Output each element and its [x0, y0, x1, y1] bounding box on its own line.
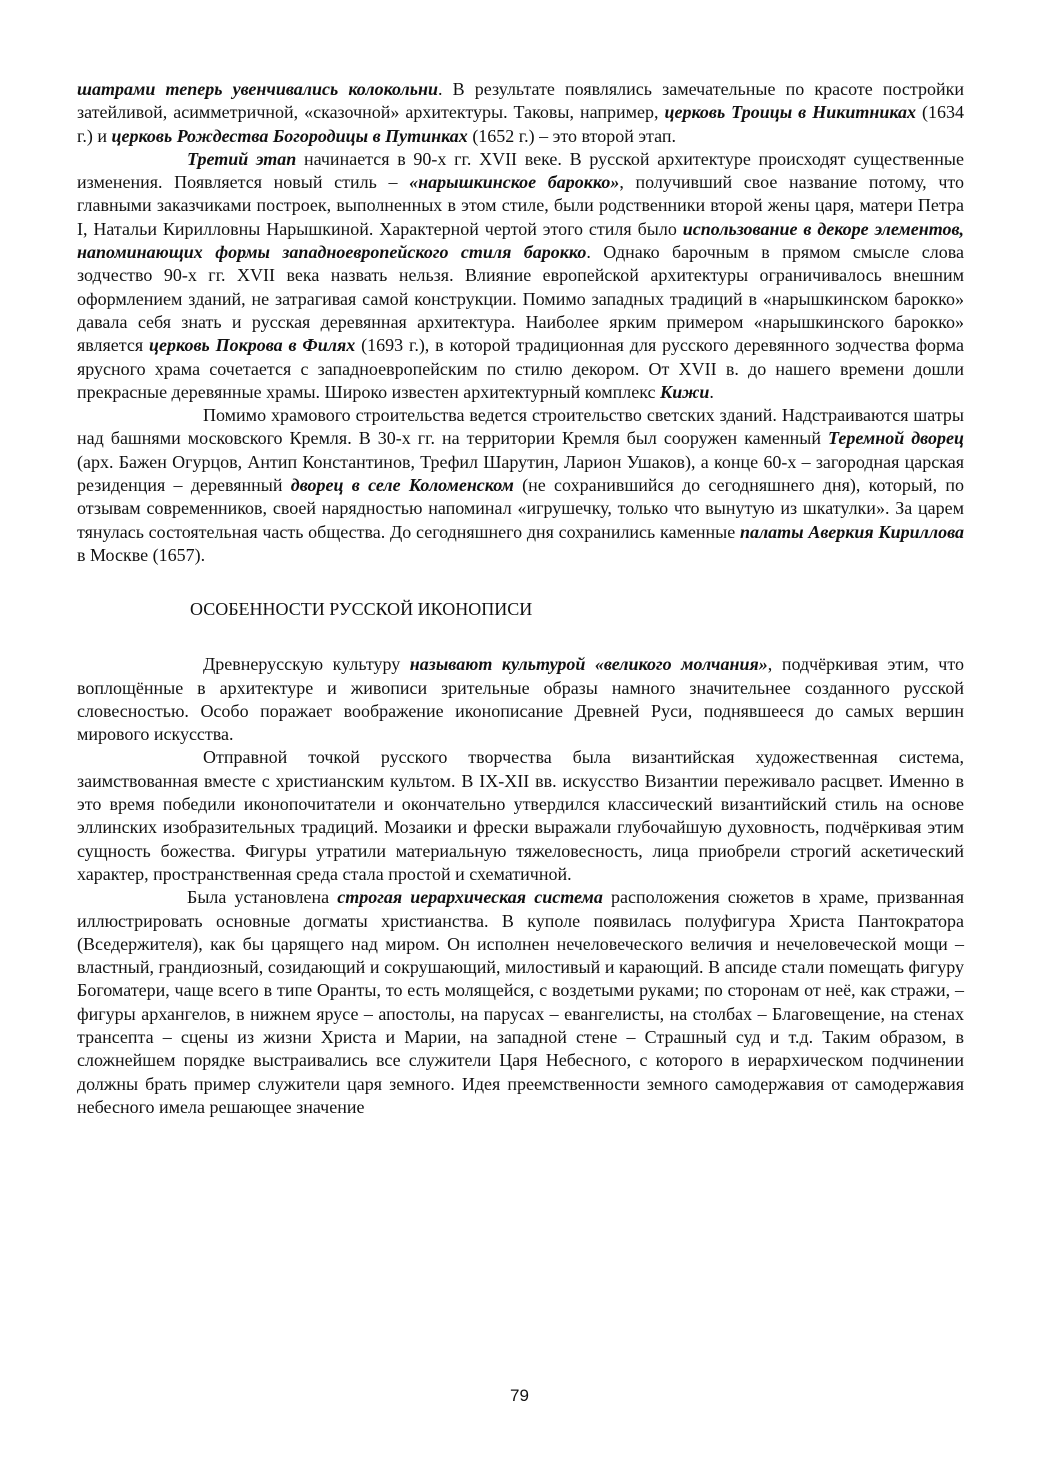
paragraph-3: [77, 404, 964, 567]
text: начинается в 90-х гг. XVII веке. В русской архитектуре происходят существенные изменения. Появляется новый стиль –: [77, 148, 964, 193]
emphasis: использование в декоре элементов, напоминающих формы западноевропейского стиля барокко: [77, 218, 965, 263]
section-heading: ОСОБЕННОСТИ РУССКОЙ ИКОНОПИСИ: [190, 599, 533, 620]
text: .: [709, 381, 714, 402]
emphasis: строгая иерархическая система: [337, 887, 603, 908]
page-number: 79: [510, 1386, 529, 1405]
text: (арх. Бажен Огурцов, Антип Константинов, Трефил Шарутин, Ларион Ушаков), а конце 60-х – загородная царская резиденция – деревянный: [77, 451, 964, 496]
emphasis: Третий этап: [187, 148, 297, 169]
emphasis: палаты Аверкия Кириллова: [739, 521, 964, 542]
text: в Москве (1657).: [77, 544, 206, 565]
paragraph-2: [77, 148, 964, 404]
text: Была установлена: [187, 887, 338, 908]
emphasis: «нарышкинское барокко»: [409, 172, 620, 193]
emphasis: Теремной дворец: [828, 428, 964, 449]
text: (1693 г.), в которой традиционная для русского деревянного зодчества форма ярусного храма сочетается с западноевропейским по стилю декором. От XVII в. до нашего времени дошли прекрасные деревянные храмы. Широко известен архитектурный комплекс: [77, 335, 964, 402]
paragraph-4: [77, 653, 964, 746]
emphasis: Кижи: [659, 381, 710, 402]
text: (1652 г.) – это второй этап.: [467, 125, 677, 146]
text: . Однако барочным в прямом смысле слова зодчество 90-х гг. XVII века назвать нельзя. Влияние европейской архитектуры ограничивалось внешним оформлением зданий, не затрагивая самой конструкции. Помимо западных традиций в «нарышкинском барокко» давала себя знать и русская деревянная архитектура. Наиболее ярким примером «нарышкинского барокко» является: [77, 242, 964, 356]
emphasis: церковь Покрова в Филях: [149, 335, 356, 356]
text: Помимо храмового строительства ведется строительство светских зданий. Надстраиваются шатры над башнями московского Кремля. В 30-х гг. на территории Кремля был сооружен каменный: [77, 405, 964, 449]
text: расположения сюжетов в храме, призванная иллюстрировать основные догматы христианства. В куполе появилась полуфигура Христа Пантократора (Вседержителя), как бы царящего над миром. Он исполнен нечеловеческого величия и нечеловеческой мощи – властный, грандиозный, созидающий и сокрушающий, милостивый и карающий. В апсиде стали помещать фигуру Богоматери, чаще всего в типе Оранты, то есть молящейся, с воздетыми руками; по сторонам от неё, как стражи, – фигуры архангелов, в нижнем ярусе – апостолы, на парусах – евангелисты, на столбах – Благовещение, на стенах трансепта – сцены из жизни Христа и Марии, на западной стене – Страшный суд и т.д. Таким образом, в сложнейшем порядке выстраивались все служители Царя Небесного, с которого в иерархическом подчинении должны брать пример служители царя земного. Идея преемственности земного самодержавия от самодержавия небесного имела решающее значение: [77, 887, 964, 1117]
paragraph-5: Отправной точкой русского творчества была византийская художественная система, заимствованная вместе с христианским культом. В IX-XII вв. искусство Византии переживало расцвет. Именно в это время победили иконопочитатели и окончательно утвердился классический византийский стиль на основе эллинских изобразительных традиций. Мозаики и фрески выражали глубочайшую духовность, подчёркивая этим сущность божества. Фигуры утратили материальную тяжеловесность, лица приобрели строгий аскетический характер, пространственная среда стала простой и схематичной.: [77, 747, 964, 884]
paragraph-6: [77, 886, 964, 1119]
emphasis: шатрами теперь увенчивались колокольни: [77, 79, 439, 99]
emphasis: церковь Троицы в Никитниках: [664, 102, 917, 123]
text: Древнерусскую культуру: [203, 654, 410, 675]
page-body: [77, 78, 964, 1119]
text: , получивший свое название потому, что главными заказчиками построек, выполненных в этом стиле, были родственники второй жены царя, матери Петра I, Натальи Кирилловны Нарышкиной. Характерной чертой этого стиля было: [77, 172, 965, 239]
text: . В результате появлялись замечательные по красоте постройки затейливой, асимметричной, «сказочной» архитектуры. Таковы, например,: [77, 79, 964, 123]
text: (не сохранившийся до сегодняшнего дня), который, по отзывам современников, своей нарядностью напоминал «игрушечку, только что вынутую из шкатулки». За царем тянулась состоятельная часть общества. До сегодняшнего дня сохранились каменные: [77, 475, 964, 542]
text: (1634 г.) и: [77, 102, 964, 146]
emphasis: церковь Рождества Богородицы в Путинках: [111, 125, 468, 146]
emphasis: называют культурой «великого молчания»: [409, 654, 768, 675]
emphasis: дворец в селе Коломенском: [290, 475, 514, 496]
text: , подчёркивая этим, что воплощённые в архитектуре и живописи зрительные образы намного значительнее созданного русской словесностью. Особо поражает воображение иконописание Древней Руси, поднявшееся до самых вершин мирового искусства.: [77, 654, 964, 745]
paragraph-1: [77, 78, 964, 148]
